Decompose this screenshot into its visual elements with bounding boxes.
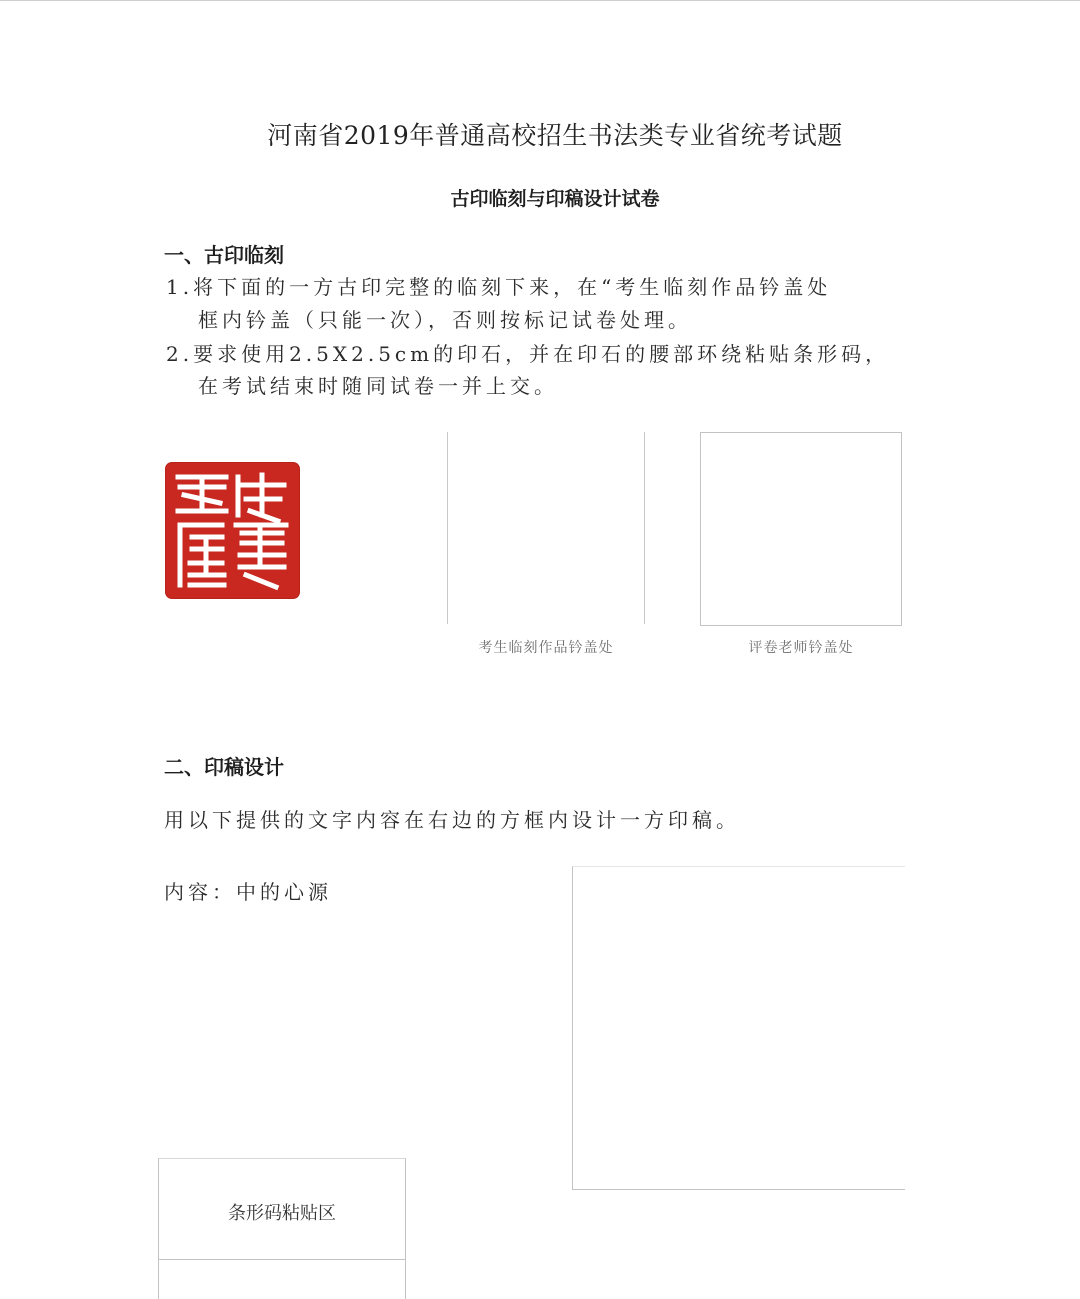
section2-content-line: 内容：中的心源 (164, 880, 332, 904)
top-edge-rule (0, 0, 1080, 1)
student-seal-box (447, 432, 645, 624)
barcode-paste-area (158, 1158, 406, 1299)
section1-line-2: 框内钤盖（只能一次），否则按标记试卷处理。 (198, 308, 692, 332)
seal-glyphs-icon (166, 463, 299, 598)
section1-line-1: 1.将下面的一方古印完整的临刻下来，在“考生临刻作品钤盖处 (166, 275, 832, 299)
document-title: 河南省2019年普通高校招生书法类专业省统考试题 (267, 121, 843, 150)
barcode-paste-label: 条形码粘贴区 (228, 1203, 336, 1224)
section2-instruction: 用以下提供的文字内容在右边的方框内设计一方印稿。 (164, 808, 740, 832)
ancient-seal-image (166, 463, 299, 598)
section1-heading: 一、古印临刻 (164, 243, 284, 267)
teacher-seal-box (700, 432, 902, 626)
section1-line-3: 2.要求使用2.5X2.5cm的印石，并在印石的腰部环绕粘贴条形码， (166, 342, 890, 366)
student-seal-box-caption: 考生临刻作品钤盖处 (478, 640, 614, 656)
section1-line-4: 在考试结束时随同试卷一并上交。 (198, 374, 558, 398)
document-subtitle: 古印临刻与印稿设计试卷 (450, 188, 660, 210)
barcode-divider (159, 1259, 405, 1260)
teacher-seal-box-caption: 评卷老师钤盖处 (748, 640, 854, 656)
section2-heading: 二、印稿设计 (164, 755, 284, 779)
seal-design-box (572, 866, 905, 1190)
